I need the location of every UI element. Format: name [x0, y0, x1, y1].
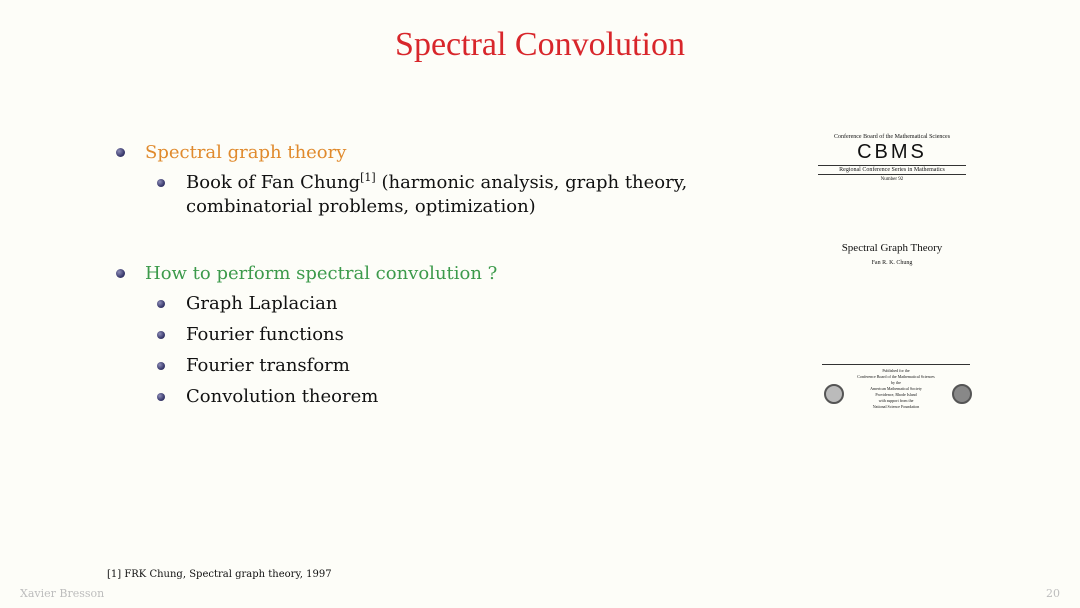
- book-author: Fan R. K. Chung: [871, 260, 913, 266]
- sub-bullet-item: [145, 171, 716, 219]
- book-footer-line: Conference Board of the Mathematical Sciences: [857, 374, 935, 379]
- reference-marker: [1]: [360, 171, 376, 184]
- book-footer-line: by the: [891, 380, 901, 385]
- sub-bullet-label: Fourier transform: [186, 355, 350, 376]
- book-footer-line: Published for the: [882, 368, 910, 373]
- sub-bullet-icon: [157, 393, 165, 401]
- sub-bullet-item: [145, 292, 716, 316]
- slide-title: Spectral Convolution: [395, 26, 685, 63]
- sub-bullet-item: [145, 385, 716, 409]
- sub-bullet-icon: [157, 179, 165, 187]
- sub-bullet-label: Fourier functions: [186, 324, 344, 345]
- sub-bullet-item: [145, 323, 716, 347]
- book-title: Spectral Graph Theory: [841, 242, 943, 254]
- book-footer-line: National Science Foundation: [872, 404, 920, 409]
- ams-seal-icon: [824, 384, 844, 404]
- book-series-title: CBMS: [857, 141, 927, 163]
- book-rule: [818, 174, 966, 175]
- book-rule: [818, 165, 966, 166]
- nsf-seal-icon: [952, 384, 972, 404]
- sub-bullet-icon: [157, 362, 165, 370]
- bullet-label: Spectral graph theory: [145, 142, 347, 163]
- bullet-label: How to perform spectral convolution ?: [145, 263, 498, 284]
- book-ref-suffix: (harmonic analysis, graph theory,: [375, 172, 688, 193]
- book-publisher: Conference Board of the Mathematical Sciences: [833, 134, 951, 140]
- book-ref-line2: combinatorial problems, optimization): [186, 196, 536, 217]
- bullet-item: [116, 261, 716, 287]
- sub-bullet-icon: [157, 331, 165, 339]
- page-number: 20: [1046, 587, 1060, 600]
- book-footer: [822, 364, 970, 410]
- bullet-item: [116, 140, 716, 166]
- sub-bullet-label: Graph Laplacian: [186, 293, 338, 314]
- book-series-subtitle: Regional Conference Series in Mathematics: [839, 167, 945, 173]
- book-cover-image: [812, 132, 972, 412]
- bullet-icon: [116, 148, 125, 157]
- sub-bullet-item: [145, 354, 716, 378]
- book-footer-line: with support from the: [878, 398, 914, 403]
- author-name: Xavier Bresson: [20, 587, 105, 600]
- book-footer-line: Providence, Rhode Island: [875, 392, 917, 397]
- book-number: Number 92: [880, 177, 904, 182]
- footnote: [1] FRK Chung, Spectral graph theory, 1997: [107, 569, 332, 580]
- sub-bullet-label: Convolution theorem: [186, 386, 379, 407]
- book-ref-prefix: Book of Fan Chung: [186, 172, 361, 193]
- sub-bullet-icon: [157, 300, 165, 308]
- slide-content: [116, 140, 716, 409]
- bullet-icon: [116, 269, 125, 278]
- book-footer-line: American Mathematical Society: [870, 386, 922, 391]
